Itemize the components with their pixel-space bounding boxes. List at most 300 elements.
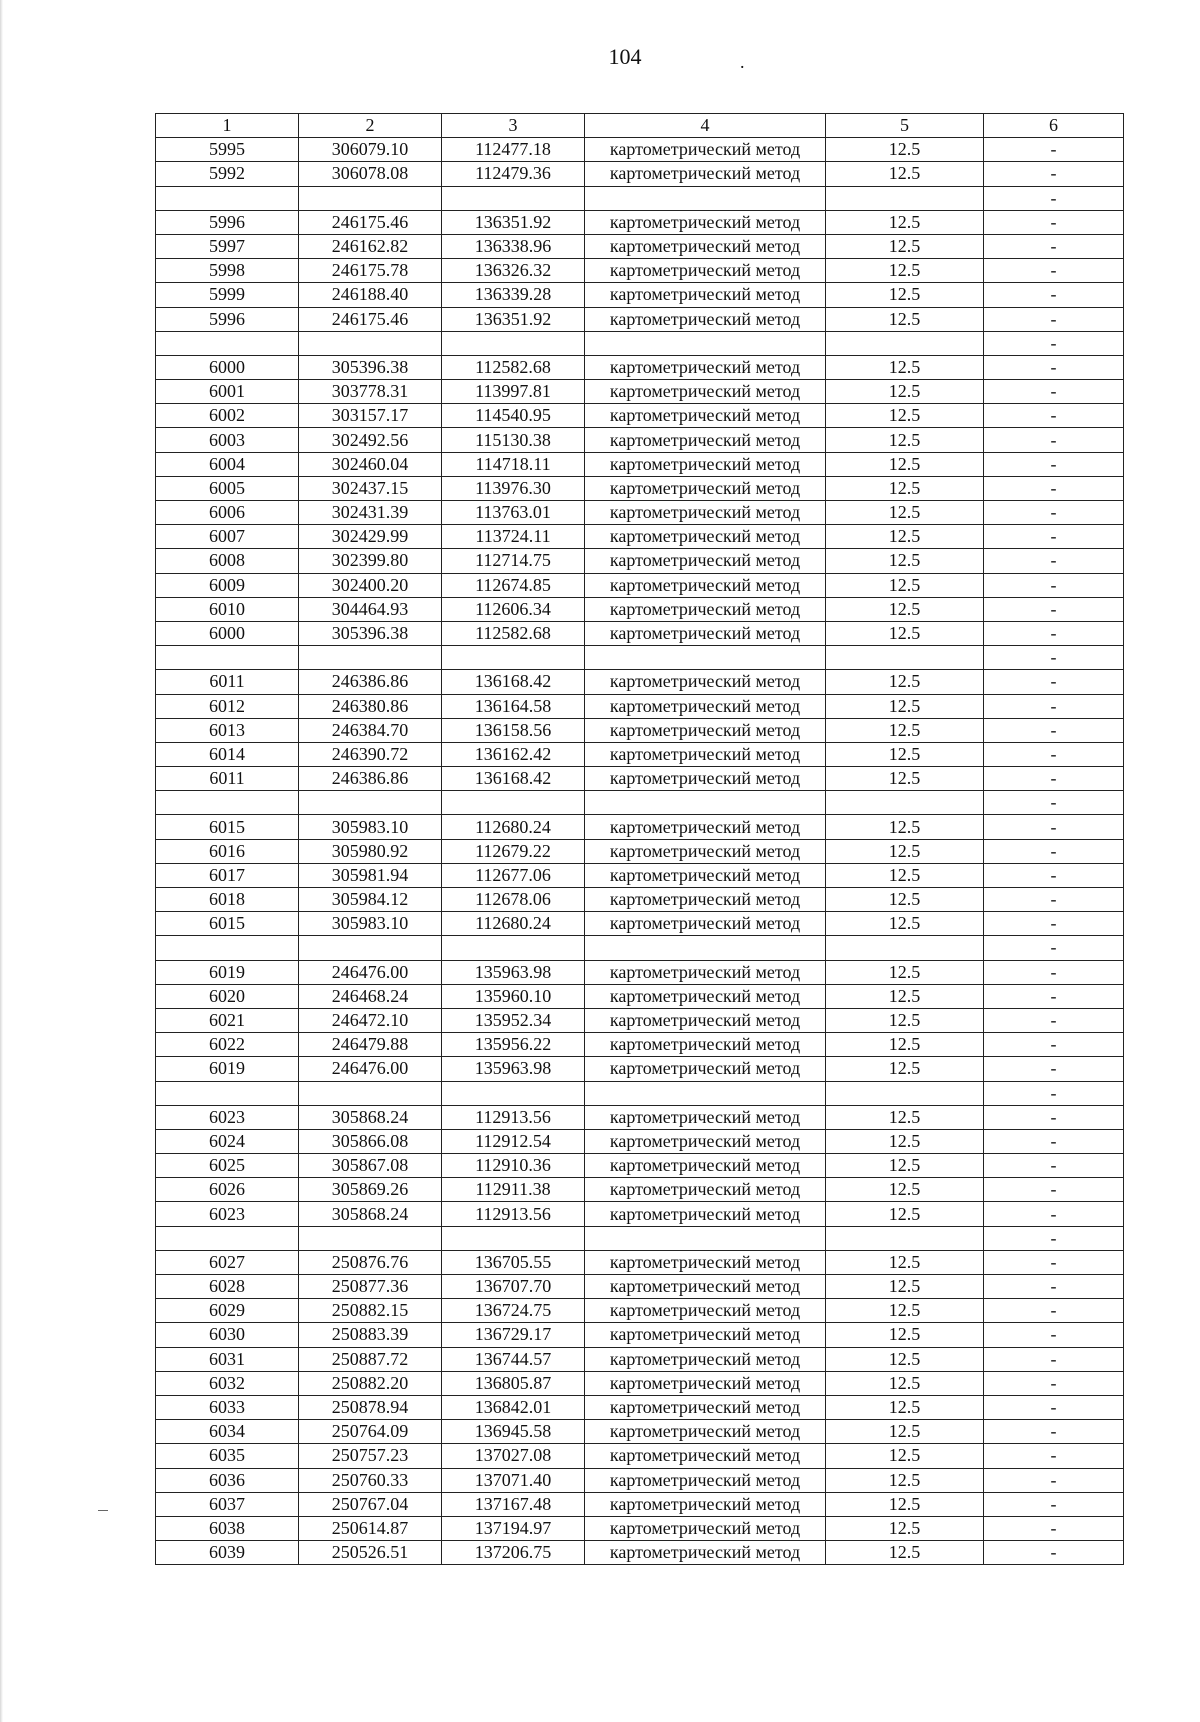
point-number-cell: 6033: [156, 1395, 299, 1419]
note-cell: -: [984, 791, 1124, 815]
table-row: [156, 1008, 1124, 1032]
method-cell: [585, 331, 826, 355]
point-number-cell: 6008: [156, 549, 299, 573]
y-coordinate-cell: 136164.58: [442, 694, 585, 718]
y-coordinate-cell: 112679.22: [442, 839, 585, 863]
x-coordinate-cell: 246380.86: [299, 694, 442, 718]
y-coordinate-cell: 112477.18: [442, 138, 585, 162]
table-row: [156, 1420, 1124, 1444]
x-coordinate-cell: 305984.12: [299, 888, 442, 912]
accuracy-cell: 12.5: [826, 1202, 984, 1226]
table-row: [156, 138, 1124, 162]
table-row: [156, 1371, 1124, 1395]
point-number-cell: 5997: [156, 234, 299, 258]
table-row: [156, 694, 1124, 718]
method-cell: картометрический метод: [585, 1275, 826, 1299]
method-cell: картометрический метод: [585, 767, 826, 791]
point-number-cell: 5992: [156, 162, 299, 186]
x-coordinate-cell: 250764.09: [299, 1420, 442, 1444]
accuracy-cell: 12.5: [826, 1299, 984, 1323]
note-cell: -: [984, 525, 1124, 549]
point-number-cell: 6024: [156, 1129, 299, 1153]
method-cell: картометрический метод: [585, 283, 826, 307]
point-number-cell: 6001: [156, 380, 299, 404]
x-coordinate-cell: 246476.00: [299, 960, 442, 984]
table-row: [156, 1492, 1124, 1516]
point-number-cell: 6019: [156, 960, 299, 984]
method-cell: картометрический метод: [585, 839, 826, 863]
table-row: [156, 1444, 1124, 1468]
accuracy-cell: 12.5: [826, 476, 984, 500]
point-number-cell: 6023: [156, 1202, 299, 1226]
note-cell: -: [984, 1395, 1124, 1419]
table-row: [156, 1516, 1124, 1540]
x-coordinate-cell: 303157.17: [299, 404, 442, 428]
method-cell: картометрический метод: [585, 1008, 826, 1032]
point-number-cell: 6018: [156, 888, 299, 912]
note-cell: -: [984, 1057, 1124, 1081]
y-coordinate-cell: 135952.34: [442, 1008, 585, 1032]
note-cell: -: [984, 1008, 1124, 1032]
table-row: [156, 259, 1124, 283]
method-cell: картометрический метод: [585, 452, 826, 476]
x-coordinate-cell: 246386.86: [299, 767, 442, 791]
point-number-cell: 6038: [156, 1516, 299, 1540]
method-cell: картометрический метод: [585, 404, 826, 428]
x-coordinate-cell: [299, 1226, 442, 1250]
x-coordinate-cell: 305869.26: [299, 1178, 442, 1202]
x-coordinate-cell: 302429.99: [299, 525, 442, 549]
point-number-cell: 6013: [156, 718, 299, 742]
table-row: [156, 1275, 1124, 1299]
accuracy-cell: 12.5: [826, 307, 984, 331]
method-cell: картометрический метод: [585, 1420, 826, 1444]
table-row: [156, 1105, 1124, 1129]
note-cell: -: [984, 234, 1124, 258]
accuracy-cell: 12.5: [826, 670, 984, 694]
y-coordinate-cell: 114540.95: [442, 404, 585, 428]
point-number-cell: 6012: [156, 694, 299, 718]
note-cell: -: [984, 1541, 1124, 1565]
method-cell: картометрический метод: [585, 210, 826, 234]
point-number-cell: 6028: [156, 1275, 299, 1299]
table-row: [156, 912, 1124, 936]
x-coordinate-cell: 305868.24: [299, 1202, 442, 1226]
point-number-cell: [156, 186, 299, 210]
point-number-cell: 6007: [156, 525, 299, 549]
point-number-cell: 6031: [156, 1347, 299, 1371]
accuracy-cell: 12.5: [826, 1008, 984, 1032]
point-number-cell: 6022: [156, 1033, 299, 1057]
x-coordinate-cell: 250882.20: [299, 1371, 442, 1395]
table-row: [156, 960, 1124, 984]
x-coordinate-cell: 306078.08: [299, 162, 442, 186]
method-cell: картометрический метод: [585, 476, 826, 500]
y-coordinate-cell: 112714.75: [442, 549, 585, 573]
x-coordinate-cell: 246386.86: [299, 670, 442, 694]
note-cell: -: [984, 621, 1124, 645]
accuracy-cell: 12.5: [826, 234, 984, 258]
y-coordinate-cell: 135963.98: [442, 960, 585, 984]
y-coordinate-cell: 112680.24: [442, 815, 585, 839]
method-cell: картометрический метод: [585, 549, 826, 573]
table-row: [156, 1299, 1124, 1323]
method-cell: картометрический метод: [585, 1347, 826, 1371]
accuracy-cell: 12.5: [826, 404, 984, 428]
method-cell: картометрический метод: [585, 1250, 826, 1274]
point-number-cell: 5996: [156, 307, 299, 331]
accuracy-cell: 12.5: [826, 525, 984, 549]
table-row: [156, 549, 1124, 573]
x-coordinate-cell: 246390.72: [299, 742, 442, 766]
y-coordinate-cell: 112913.56: [442, 1202, 585, 1226]
accuracy-cell: 12.5: [826, 1371, 984, 1395]
y-coordinate-cell: 112582.68: [442, 355, 585, 379]
accuracy-cell: 12.5: [826, 283, 984, 307]
accuracy-cell: 12.5: [826, 839, 984, 863]
accuracy-cell: 12.5: [826, 1492, 984, 1516]
method-cell: картометрический метод: [585, 501, 826, 525]
table-row: [156, 1033, 1124, 1057]
note-cell: -: [984, 1081, 1124, 1105]
note-cell: -: [984, 404, 1124, 428]
y-coordinate-cell: 112479.36: [442, 162, 585, 186]
note-cell: -: [984, 331, 1124, 355]
note-cell: -: [984, 452, 1124, 476]
table-row: [156, 428, 1124, 452]
point-number-cell: 6037: [156, 1492, 299, 1516]
point-number-cell: 6002: [156, 404, 299, 428]
accuracy-cell: 12.5: [826, 888, 984, 912]
x-coordinate-cell: [299, 791, 442, 815]
y-coordinate-cell: 136162.42: [442, 742, 585, 766]
x-coordinate-cell: 305981.94: [299, 863, 442, 887]
method-cell: картометрический метод: [585, 1129, 826, 1153]
method-cell: картометрический метод: [585, 815, 826, 839]
accuracy-cell: 12.5: [826, 501, 984, 525]
table-row: [156, 791, 1124, 815]
accuracy-cell: 12.5: [826, 1178, 984, 1202]
y-coordinate-cell: 115130.38: [442, 428, 585, 452]
note-cell: -: [984, 1154, 1124, 1178]
table-row: [156, 1250, 1124, 1274]
accuracy-cell: 12.5: [826, 1395, 984, 1419]
accuracy-cell: 12.5: [826, 1250, 984, 1274]
method-cell: картометрический метод: [585, 960, 826, 984]
y-coordinate-cell: 135960.10: [442, 984, 585, 1008]
note-cell: -: [984, 1275, 1124, 1299]
x-coordinate-cell: 250767.04: [299, 1492, 442, 1516]
y-coordinate-cell: 113763.01: [442, 501, 585, 525]
accuracy-cell: 12.5: [826, 1420, 984, 1444]
method-cell: картометрический метод: [585, 259, 826, 283]
method-cell: картометрический метод: [585, 1444, 826, 1468]
y-coordinate-cell: [442, 1226, 585, 1250]
x-coordinate-cell: 305396.38: [299, 355, 442, 379]
x-coordinate-cell: 302437.15: [299, 476, 442, 500]
method-cell: [585, 936, 826, 960]
page-number: 104: [608, 44, 642, 69]
x-coordinate-cell: [299, 331, 442, 355]
table-row: [156, 1395, 1124, 1419]
method-cell: [585, 791, 826, 815]
table-row: [156, 1202, 1124, 1226]
x-coordinate-cell: 302399.80: [299, 549, 442, 573]
method-cell: картометрический метод: [585, 912, 826, 936]
method-cell: картометрический метод: [585, 1492, 826, 1516]
y-coordinate-cell: 112911.38: [442, 1178, 585, 1202]
note-cell: -: [984, 1105, 1124, 1129]
note-cell: -: [984, 186, 1124, 210]
x-coordinate-cell: 303778.31: [299, 380, 442, 404]
note-cell: -: [984, 1178, 1124, 1202]
table-row: [156, 984, 1124, 1008]
accuracy-cell: 12.5: [826, 549, 984, 573]
table-row: [156, 646, 1124, 670]
y-coordinate-cell: 136744.57: [442, 1347, 585, 1371]
column-header-5: 5: [826, 114, 984, 138]
x-coordinate-cell: 302492.56: [299, 428, 442, 452]
x-coordinate-cell: 250760.33: [299, 1468, 442, 1492]
y-coordinate-cell: 136805.87: [442, 1371, 585, 1395]
y-coordinate-cell: 136351.92: [442, 210, 585, 234]
x-coordinate-cell: [299, 1081, 442, 1105]
table-row: [156, 839, 1124, 863]
y-coordinate-cell: 136707.70: [442, 1275, 585, 1299]
accuracy-cell: [826, 791, 984, 815]
point-number-cell: 6034: [156, 1420, 299, 1444]
note-cell: -: [984, 1468, 1124, 1492]
column-header-2: 2: [299, 114, 442, 138]
point-number-cell: 6032: [156, 1371, 299, 1395]
method-cell: картометрический метод: [585, 525, 826, 549]
note-cell: -: [984, 259, 1124, 283]
table-row: [156, 355, 1124, 379]
table-row: [156, 234, 1124, 258]
accuracy-cell: 12.5: [826, 1541, 984, 1565]
y-coordinate-cell: 136945.58: [442, 1420, 585, 1444]
point-number-cell: 6004: [156, 452, 299, 476]
y-coordinate-cell: 136729.17: [442, 1323, 585, 1347]
point-number-cell: 6020: [156, 984, 299, 1008]
method-cell: картометрический метод: [585, 1516, 826, 1540]
table-row: [156, 162, 1124, 186]
method-cell: картометрический метод: [585, 718, 826, 742]
table-row: [156, 670, 1124, 694]
method-cell: картометрический метод: [585, 1395, 826, 1419]
accuracy-cell: 12.5: [826, 718, 984, 742]
point-number-cell: 5999: [156, 283, 299, 307]
y-coordinate-cell: 136168.42: [442, 670, 585, 694]
method-cell: картометрический метод: [585, 1541, 826, 1565]
point-number-cell: 6025: [156, 1154, 299, 1178]
accuracy-cell: 12.5: [826, 355, 984, 379]
table-row: [156, 501, 1124, 525]
note-cell: -: [984, 1371, 1124, 1395]
table-row: [156, 380, 1124, 404]
x-coordinate-cell: 305980.92: [299, 839, 442, 863]
accuracy-cell: [826, 1226, 984, 1250]
y-coordinate-cell: 112582.68: [442, 621, 585, 645]
point-number-cell: 6016: [156, 839, 299, 863]
method-cell: картометрический метод: [585, 670, 826, 694]
y-coordinate-cell: 137167.48: [442, 1492, 585, 1516]
method-cell: картометрический метод: [585, 694, 826, 718]
point-number-cell: 6015: [156, 912, 299, 936]
note-cell: -: [984, 742, 1124, 766]
accuracy-cell: 12.5: [826, 694, 984, 718]
point-number-cell: [156, 1081, 299, 1105]
y-coordinate-cell: 112912.54: [442, 1129, 585, 1153]
point-number-cell: 6017: [156, 863, 299, 887]
accuracy-cell: 12.5: [826, 1323, 984, 1347]
table-row: [156, 1323, 1124, 1347]
accuracy-cell: 12.5: [826, 573, 984, 597]
note-cell: -: [984, 138, 1124, 162]
column-header-4: 4: [585, 114, 826, 138]
y-coordinate-cell: [442, 186, 585, 210]
method-cell: картометрический метод: [585, 380, 826, 404]
note-cell: -: [984, 888, 1124, 912]
y-coordinate-cell: 112680.24: [442, 912, 585, 936]
point-number-cell: 6011: [156, 767, 299, 791]
accuracy-cell: 12.5: [826, 621, 984, 645]
column-header-3: 3: [442, 114, 585, 138]
accuracy-cell: 12.5: [826, 1033, 984, 1057]
note-cell: -: [984, 1516, 1124, 1540]
accuracy-cell: 12.5: [826, 912, 984, 936]
method-cell: картометрический метод: [585, 1057, 826, 1081]
y-coordinate-cell: [442, 331, 585, 355]
table-row: [156, 767, 1124, 791]
x-coordinate-cell: 250883.39: [299, 1323, 442, 1347]
table-row: [156, 1468, 1124, 1492]
x-coordinate-cell: 250878.94: [299, 1395, 442, 1419]
point-number-cell: 6015: [156, 815, 299, 839]
method-cell: картометрический метод: [585, 888, 826, 912]
accuracy-cell: 12.5: [826, 380, 984, 404]
method-cell: картометрический метод: [585, 1033, 826, 1057]
point-number-cell: 6026: [156, 1178, 299, 1202]
point-number-cell: 6036: [156, 1468, 299, 1492]
note-cell: -: [984, 1129, 1124, 1153]
table-row: [156, 888, 1124, 912]
x-coordinate-cell: [299, 936, 442, 960]
x-coordinate-cell: 250526.51: [299, 1541, 442, 1565]
method-cell: картометрический метод: [585, 355, 826, 379]
y-coordinate-cell: [442, 936, 585, 960]
accuracy-cell: 12.5: [826, 1444, 984, 1468]
y-coordinate-cell: 136842.01: [442, 1395, 585, 1419]
point-number-cell: 6009: [156, 573, 299, 597]
note-cell: -: [984, 1420, 1124, 1444]
y-coordinate-cell: 136326.32: [442, 259, 585, 283]
table-row: [156, 1081, 1124, 1105]
point-number-cell: 5995: [156, 138, 299, 162]
y-coordinate-cell: 113976.30: [442, 476, 585, 500]
table-row: [156, 210, 1124, 234]
x-coordinate-cell: 250887.72: [299, 1347, 442, 1371]
x-coordinate-cell: 250757.23: [299, 1444, 442, 1468]
x-coordinate-cell: 250877.36: [299, 1275, 442, 1299]
note-cell: -: [984, 863, 1124, 887]
method-cell: картометрический метод: [585, 1202, 826, 1226]
x-coordinate-cell: 246468.24: [299, 984, 442, 1008]
table-body: [156, 138, 1124, 1565]
table-row: [156, 1178, 1124, 1202]
x-coordinate-cell: 250614.87: [299, 1516, 442, 1540]
note-cell: -: [984, 210, 1124, 234]
y-coordinate-cell: 137071.40: [442, 1468, 585, 1492]
note-cell: -: [984, 573, 1124, 597]
x-coordinate-cell: 305983.10: [299, 815, 442, 839]
accuracy-cell: 12.5: [826, 162, 984, 186]
x-coordinate-cell: [299, 186, 442, 210]
accuracy-cell: 12.5: [826, 815, 984, 839]
table-row: [156, 597, 1124, 621]
accuracy-cell: 12.5: [826, 1347, 984, 1371]
method-cell: картометрический метод: [585, 1323, 826, 1347]
accuracy-cell: 12.5: [826, 1129, 984, 1153]
method-cell: картометрический метод: [585, 1178, 826, 1202]
table-row: [156, 1226, 1124, 1250]
accuracy-cell: 12.5: [826, 138, 984, 162]
method-cell: картометрический метод: [585, 863, 826, 887]
accuracy-cell: 12.5: [826, 259, 984, 283]
accuracy-cell: 12.5: [826, 1516, 984, 1540]
x-coordinate-cell: 246162.82: [299, 234, 442, 258]
y-coordinate-cell: 136351.92: [442, 307, 585, 331]
y-coordinate-cell: 136705.55: [442, 1250, 585, 1274]
column-header-6: 6: [984, 114, 1124, 138]
note-cell: -: [984, 1202, 1124, 1226]
y-coordinate-cell: 136724.75: [442, 1299, 585, 1323]
accuracy-cell: [826, 936, 984, 960]
method-cell: [585, 1226, 826, 1250]
x-coordinate-cell: 304464.93: [299, 597, 442, 621]
x-coordinate-cell: [299, 646, 442, 670]
point-number-cell: 6027: [156, 1250, 299, 1274]
point-number-cell: 6003: [156, 428, 299, 452]
point-number-cell: [156, 936, 299, 960]
table-row: [156, 186, 1124, 210]
table-row: [156, 815, 1124, 839]
note-cell: -: [984, 767, 1124, 791]
y-coordinate-cell: 136338.96: [442, 234, 585, 258]
point-number-cell: 6023: [156, 1105, 299, 1129]
table-row: [156, 331, 1124, 355]
point-number-cell: [156, 1226, 299, 1250]
y-coordinate-cell: 112677.06: [442, 863, 585, 887]
y-coordinate-cell: [442, 791, 585, 815]
x-coordinate-cell: 305866.08: [299, 1129, 442, 1153]
table-row: [156, 283, 1124, 307]
page-mark: .: [740, 52, 745, 72]
scan-speck: [98, 1510, 108, 1511]
scan-edge: [0, 0, 3, 1722]
y-coordinate-cell: 136339.28: [442, 283, 585, 307]
note-cell: -: [984, 1226, 1124, 1250]
accuracy-cell: 12.5: [826, 452, 984, 476]
accuracy-cell: 12.5: [826, 863, 984, 887]
note-cell: -: [984, 1444, 1124, 1468]
y-coordinate-cell: 113997.81: [442, 380, 585, 404]
point-number-cell: 6014: [156, 742, 299, 766]
table-row: [156, 742, 1124, 766]
method-cell: картометрический метод: [585, 1105, 826, 1129]
method-cell: картометрический метод: [585, 234, 826, 258]
note-cell: -: [984, 936, 1124, 960]
